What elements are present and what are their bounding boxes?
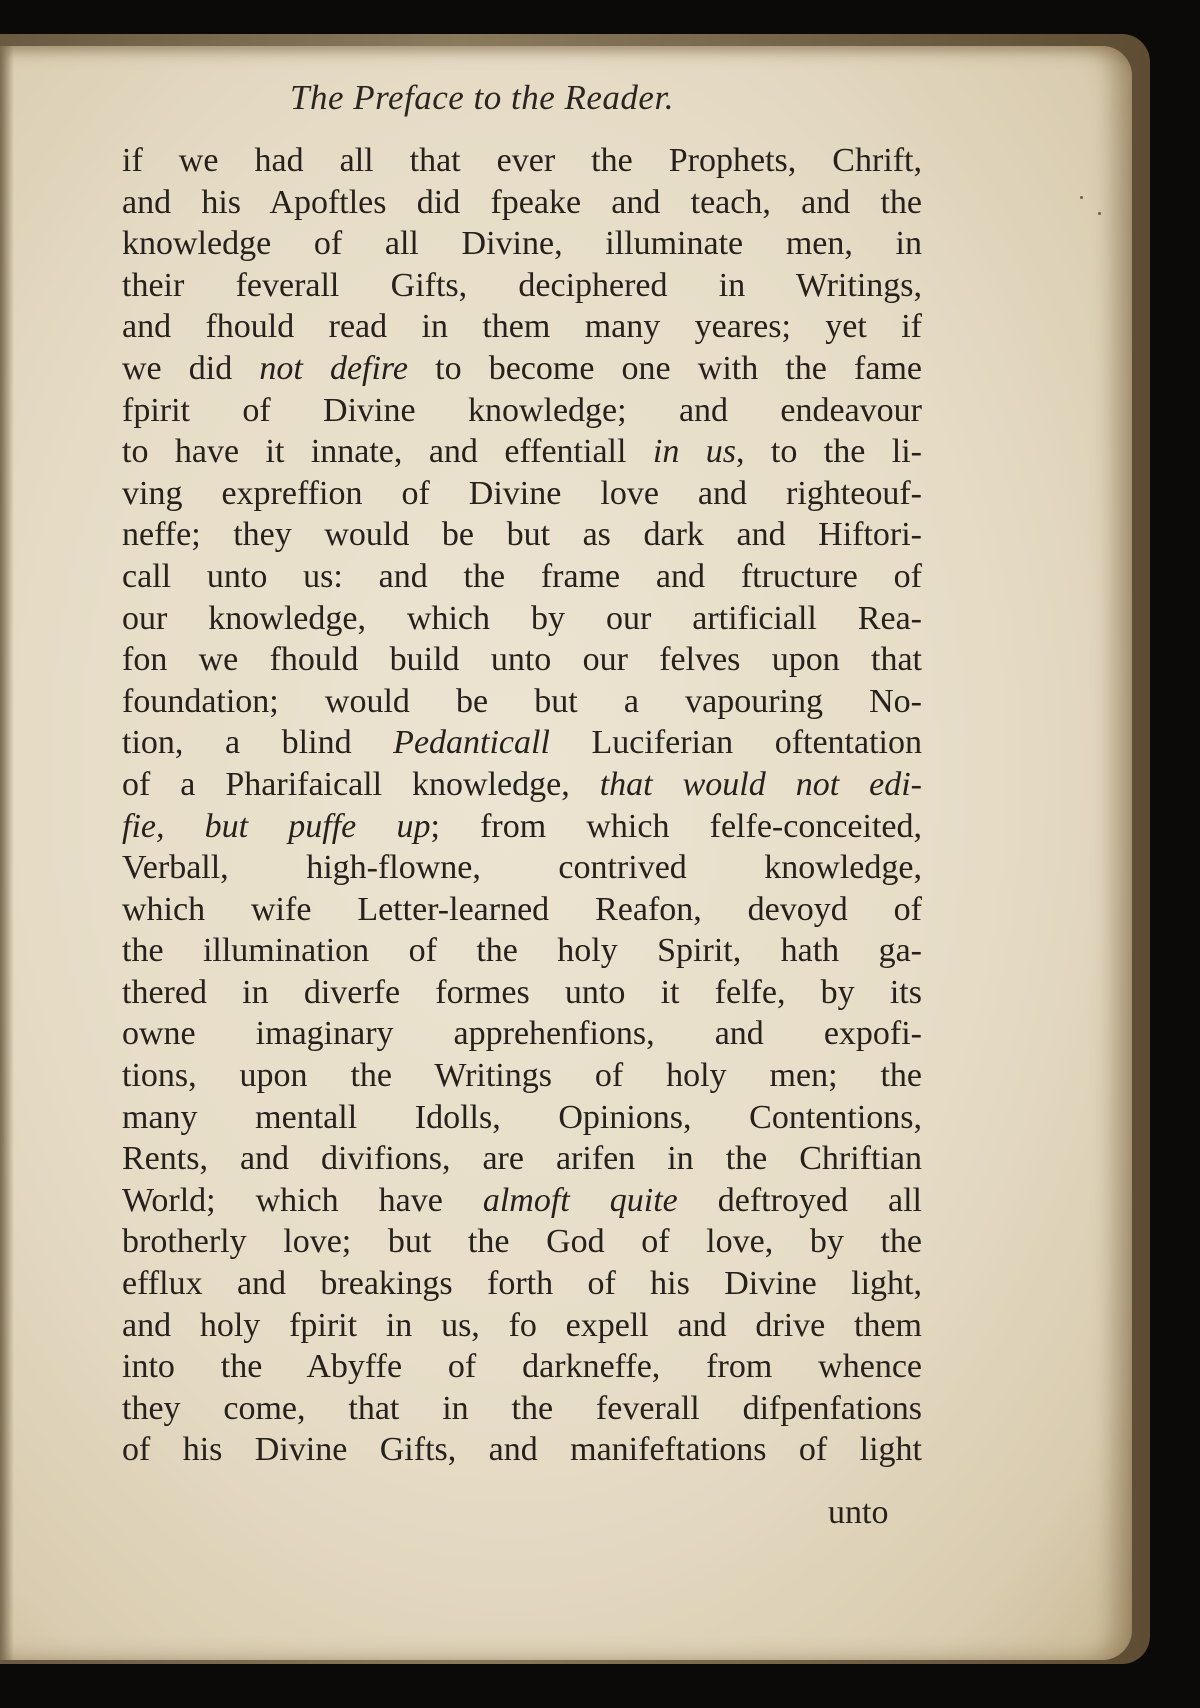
text-line: [122, 140, 922, 182]
text-run: brotherly love; but the God of love, by the: [122, 1223, 922, 1261]
text-run: we did: [122, 349, 260, 387]
text-line: [122, 1429, 922, 1471]
italic-run: fie, but puffe up: [122, 807, 431, 845]
text-run: Verball, high-flowne, contrived knowledge,: [122, 849, 922, 887]
text-line: [122, 223, 922, 265]
running-head: The Preface to the Reader.: [290, 78, 674, 117]
text-run: deftroyed all: [677, 1181, 922, 1219]
text-run: if we had all that ever the Prophets, Chrift,: [122, 142, 922, 179]
paper-speck: [1098, 212, 1101, 215]
text-run: efflux and breakings forth of his Divine light,: [122, 1265, 922, 1303]
text-run: their feverall Gifts, deciphered in Writings,: [122, 266, 922, 304]
text-line: [122, 764, 922, 806]
text-line: [122, 1263, 922, 1305]
text-line: [122, 265, 922, 307]
text-line: [122, 639, 922, 681]
text-run: into the Abyffe of darkneffe, from whence: [122, 1348, 922, 1386]
text-run: and holy fpirit in us, fo expell and drive them: [122, 1306, 922, 1344]
text-run: owne imaginary apprehenfions, and expofi-: [122, 1015, 922, 1053]
text-run: tion, a blind: [122, 724, 394, 762]
text-run: thered in diverfe formes unto it felfe, by its: [122, 973, 922, 1011]
text-line: [122, 1138, 922, 1180]
text-line: [122, 1013, 922, 1055]
text-run: our knowledge, which by our artificiall Rea-: [122, 599, 922, 637]
text-line: [122, 1055, 922, 1097]
text-run: ving expreffion of Divine love and righteouf-: [122, 474, 922, 512]
text-run: World; which have: [122, 1181, 483, 1219]
text-line: [122, 390, 922, 432]
text-run: call unto us: and the frame and ftructure of: [122, 557, 922, 595]
text-run: the illumination of the holy Spirit, hath ga-: [122, 932, 922, 970]
text-line: [122, 889, 922, 931]
text-run: of his Divine Gifts, and manifeftations of light: [122, 1431, 922, 1469]
binding-gutter: [0, 46, 14, 1660]
italic-run: Pedanticall: [393, 724, 550, 762]
text-run: fon we fhould build unto our felves upon that: [122, 641, 922, 679]
text-run: and his Apoftles did fpeake and teach, and the: [122, 183, 922, 221]
text-line: [122, 598, 922, 640]
text-run: to become one with the fame: [407, 349, 922, 387]
text-run: to have it innate, and effentiall: [122, 433, 653, 471]
text-line: [122, 348, 922, 390]
text-run: , to the li-: [736, 433, 922, 471]
text-run: foundation; would be but a vapouring No-: [122, 682, 922, 720]
italic-run: not defire: [259, 349, 408, 387]
text-line: [122, 1221, 922, 1263]
text-line: [122, 1346, 922, 1388]
italic-run: in us: [652, 433, 736, 471]
text-line: [122, 972, 922, 1014]
text-run: Rents, and divifions, are arifen in the Chriftian: [122, 1140, 922, 1178]
text-run: they come, that in the feverall difpenfations: [122, 1389, 922, 1427]
text-line: [122, 1388, 922, 1430]
text-line: [122, 681, 922, 723]
paper-speck: [1080, 196, 1083, 199]
text-run: neffe; they would be but as dark and Hiftori-: [122, 516, 922, 554]
catchword: unto: [828, 1494, 889, 1531]
text-line: [122, 1180, 922, 1222]
text-line: [122, 806, 922, 848]
text-run: of a Pharifaicall knowledge,: [122, 765, 600, 803]
text-run: tions, upon the Writings of holy men; the: [122, 1057, 922, 1095]
text-run: ; from which felfe-conceited,: [430, 807, 922, 845]
body-text: [122, 140, 922, 1471]
text-line: [122, 306, 922, 348]
text-line: [122, 473, 922, 515]
text-line: [122, 431, 922, 473]
text-run: which wife Letter-learned Reafon, devoyd of: [122, 890, 922, 928]
italic-run: almoft quite: [482, 1181, 678, 1219]
text-line: [122, 930, 922, 972]
text-line: [122, 556, 922, 598]
text-run: fpirit of Divine knowledge; and endeavour: [122, 391, 922, 429]
text-line: [122, 182, 922, 224]
text-run: Luciferian oftentation: [549, 724, 922, 762]
text-run: many mentall Idolls, Opinions, Contentions,: [122, 1098, 922, 1136]
text-run: and fhould read in them many yeares; yet if: [122, 308, 922, 346]
text-line: [122, 1097, 922, 1139]
italic-run: that would not edi-: [599, 765, 923, 803]
text-line: [122, 722, 922, 764]
text-line: [122, 1305, 922, 1347]
text-line: [122, 847, 922, 889]
text-run: knowledge of all Divine, illuminate men, in: [122, 225, 922, 263]
text-line: [122, 514, 922, 556]
